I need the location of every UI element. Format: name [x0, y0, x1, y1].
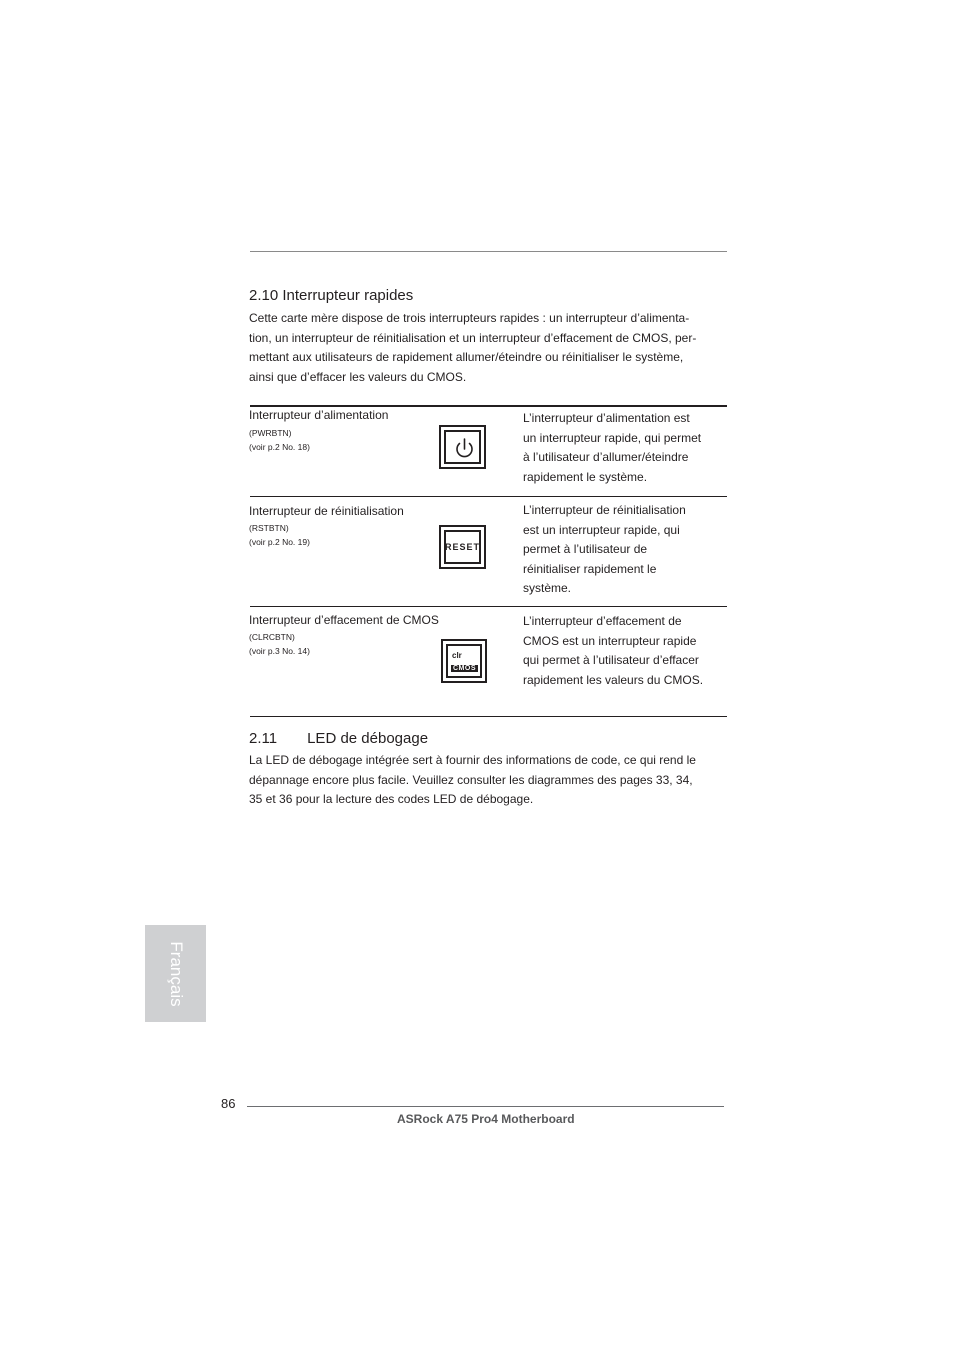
reset-icon-label: RESET [445, 542, 481, 552]
desc-line: rapidement le système. [523, 469, 648, 484]
power-symbol [446, 432, 483, 466]
desc-line: à l’utilisateur d’allumer/éteindre [523, 450, 689, 464]
body-line: 35 et 36 pour la lecture des codes LED de débogage. [249, 792, 534, 806]
top-rule [250, 251, 727, 252]
desc-line: qui permet à l’utilisateur d’effacer [523, 653, 699, 667]
footer-rule [247, 1106, 724, 1107]
switch-description [523, 501, 728, 599]
reset-icon-frame [444, 530, 481, 564]
clr-label: clr [452, 651, 462, 660]
body-line: La LED de débogage intégrée sert à fournir des informations de code, ce qui rend le [249, 753, 696, 767]
page-number: 86 [221, 1096, 236, 1111]
desc-line: rapidement les valeurs du CMOS. [523, 672, 704, 687]
section-body [249, 751, 731, 810]
desc-line: système. [523, 581, 572, 595]
section-number: 2.11 [249, 730, 278, 747]
desc-line: réinitialiser rapidement le [523, 561, 657, 576]
section-heading-2-11 [249, 730, 428, 747]
row-divider [250, 496, 727, 497]
power-icon-frame [444, 430, 481, 464]
cmos-label: CMOS [453, 665, 476, 672]
switch-description [523, 409, 728, 487]
reset-icon [439, 525, 486, 569]
switch-code-text: (RSTBTN) [249, 523, 289, 533]
desc-line: permet à l’utilisateur de [523, 542, 648, 556]
desc-line: un interrupteur rapide, qui permet [523, 430, 702, 445]
switch-ref-text: (voir p.2 No. 18) [249, 442, 310, 452]
intro-line: mettant aux utilisateurs de rapidement allumer/éteindre ou réinitialiser le système, [249, 350, 684, 364]
body-line: dépannage encore plus facile. Veuillez consulter les diagrammes des pages 33, 34, [249, 772, 693, 787]
switch-ref-text: (voir p.2 No. 19) [249, 537, 310, 547]
desc-line: L’interrupteur d’alimentation est [523, 411, 690, 425]
switch-ref-text: (voir p.3 No. 14) [249, 646, 310, 656]
section-title: LED de débogage [307, 730, 429, 747]
section-heading-2-10: 2.10 Interrupteur rapides [249, 287, 414, 304]
switch-code-text: (CLRCBTN) [249, 632, 295, 642]
row-divider [250, 606, 727, 607]
language-tab [145, 925, 206, 1022]
switch-name: Interrupteur de réinitialisation [249, 504, 404, 518]
table-bottom-rule [250, 716, 727, 717]
switch-description [523, 612, 728, 690]
switch-code [249, 426, 310, 454]
switch-code [249, 521, 310, 549]
clear-cmos-icon [441, 639, 487, 683]
intro-line: ainsi que d’effacer les valeurs du CMOS. [249, 369, 467, 384]
section-intro [249, 309, 729, 387]
desc-line: CMOS est un interrupteur rapide [523, 633, 697, 648]
intro-line: Cette carte mère dispose de trois interrupteurs rapides : un interrupteur d’alimenta- [249, 311, 690, 325]
intro-line: tion, un interrupteur de réinitialisation et un interrupteur d’effacement de CMOS, per- [249, 330, 697, 345]
table-top-rule [250, 405, 727, 407]
desc-line: L’interrupteur de réinitialisation [523, 503, 686, 517]
language-label: Français [166, 940, 186, 1007]
switch-name: Interrupteur d’alimentation [249, 408, 389, 422]
desc-line: est un interrupteur rapide, qui [523, 522, 680, 537]
clear-cmos-icon-frame [446, 644, 482, 678]
power-icon [439, 425, 486, 469]
switch-code-text: (PWRBTN) [249, 428, 292, 438]
switch-name: Interrupteur d’effacement de CMOS [249, 613, 439, 627]
switch-code [249, 630, 310, 658]
footer-product: ASRock A75 Pro4 Motherboard [397, 1112, 575, 1126]
desc-line: L’interrupteur d’effacement de [523, 614, 682, 628]
